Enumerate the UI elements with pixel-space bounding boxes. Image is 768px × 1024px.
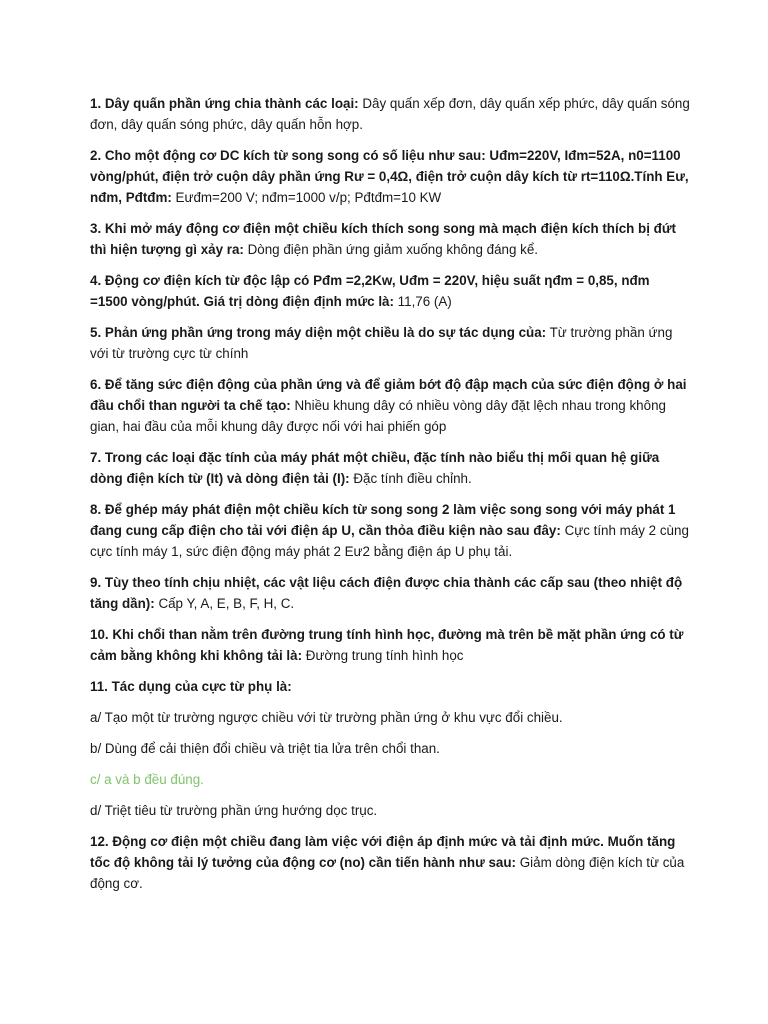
question-text: 12. Động cơ điện một chiều đang làm việc với điện áp định mức và tải định mức. Muốn tăng tốc độ không tải lý tưởng của động cơ (no) cần tiến hành như sau: (90, 834, 676, 870)
question-text: 11. Tác dụng của cực từ phụ là: (90, 679, 292, 694)
answer-text: Cấp Y, A, E, B, F, H, C. (154, 596, 295, 611)
question-4 (90, 270, 690, 312)
question-2 (90, 145, 690, 208)
question-8 (90, 499, 690, 562)
question-text: 3. Khi mở máy động cơ điện một chiều kích thích song song mà mạch điện kích thích bị đứt thì hiện tượng gì xảy ra: (90, 221, 677, 257)
question-7 (90, 447, 690, 489)
question-text: 8. Để ghép máy phát điện một chiều kích từ song song 2 làm việc song song với máy phát 1 đang cung cấp điện cho tải với điện áp U, cần thỏa điều kiện nào sau đây: (90, 502, 676, 538)
question-text: 5. Phản ứng phần ứng trong máy diện một chiều là do sự tác dụng của: (90, 325, 547, 340)
question-6 (90, 374, 690, 437)
question-10 (90, 624, 690, 666)
question-12 (90, 831, 690, 894)
question-text: 7. Trong các loại đặc tính của máy phát một chiều, đặc tính nào biểu thị mối quan hệ giữa dòng điện kích từ (It) và dòng điện tải (I): (90, 450, 660, 486)
answer-text: Đặc tính điều chỉnh. (349, 471, 472, 486)
answer-text: Dây quấn xếp đơn, dây quấn xếp phức, dây quấn sóng đơn, dây quấn sóng phức, dây quấn hỗn hợp. (90, 96, 690, 132)
answer-text: Cực tính máy 2 cùng cực tính máy 1, sức điện động máy phát 2 Eư2 bằng điện áp U phụ tải. (90, 523, 689, 559)
answer-text: Eưđm=200 V; nđm=1000 v/p; Pđtđm=10 KW (171, 190, 442, 205)
question-text: 9. Tùy theo tính chịu nhiệt, các vật liệu cách điện được chia thành các cấp sau (theo nhiệt độ tăng dần): (90, 575, 683, 611)
answer-text: 11,76 (A) (393, 294, 452, 309)
option-c-correct: c/ a và b đều đúng. (90, 772, 204, 787)
option-d: d/ Triệt tiêu từ trường phần ứng hướng dọc trục. (90, 803, 378, 818)
option-b: b/ Dùng để cải thiện đổi chiều và triệt tia lửa trên chổi than. (90, 741, 440, 756)
question-text: 2. Cho một động cơ DC kích từ song song có số liệu như sau: Uđm=220V, Iđm=52A, n0=1100 vòng/phút, điện trở cuộn dây phần ứng Rư = 0,4Ω, điện trở cuộn dây kích từ rt=110Ω.Tính Eư, nđm, Pđtđm: (90, 148, 689, 205)
question-text: 4. Động cơ điện kích từ độc lập có Pđm =2,2Kw, Uđm = 220V, hiệu suất ηđm = 0,85, nđm =1500 vòng/phút. Giá trị dòng điện định mức là: (90, 273, 650, 309)
answer-text: Giảm dòng điện kích từ của động cơ. (90, 855, 685, 891)
answer-text: Từ trường phần ứng với từ trường cực từ chính (90, 325, 673, 361)
answer-text: Dòng điện phần ứng giảm xuống không đáng kể. (243, 242, 538, 257)
question-9 (90, 572, 690, 614)
question-text: 1. Dây quấn phần ứng chia thành các loại: (90, 96, 359, 111)
option-a: a/ Tạo một từ trường ngược chiều với từ trường phần ứng ở khu vực đổi chiều. (90, 710, 563, 725)
question-text: 6. Để tăng sức điện động của phần ứng và để giảm bớt độ đập mạch của sức điện động ở hai đầu chổi than người ta chế tạo: (90, 377, 687, 413)
document-page (90, 93, 690, 904)
question-5 (90, 322, 690, 364)
question-3 (90, 218, 690, 260)
question-11 (90, 676, 690, 697)
question-1 (90, 93, 690, 135)
answer-text: Nhiều khung dây có nhiều vòng dây đặt lệch nhau trong không gian, hai đầu của mỗi khung dây được nối với hai phiến góp (90, 398, 666, 434)
question-text: 10. Khi chổi than nằm trên đường trung tính hình học, đường mà trên bề mặt phần ứng có từ cảm bằng không khi không tải là: (90, 627, 684, 663)
answer-text: Đường trung tính hình học (302, 648, 464, 663)
